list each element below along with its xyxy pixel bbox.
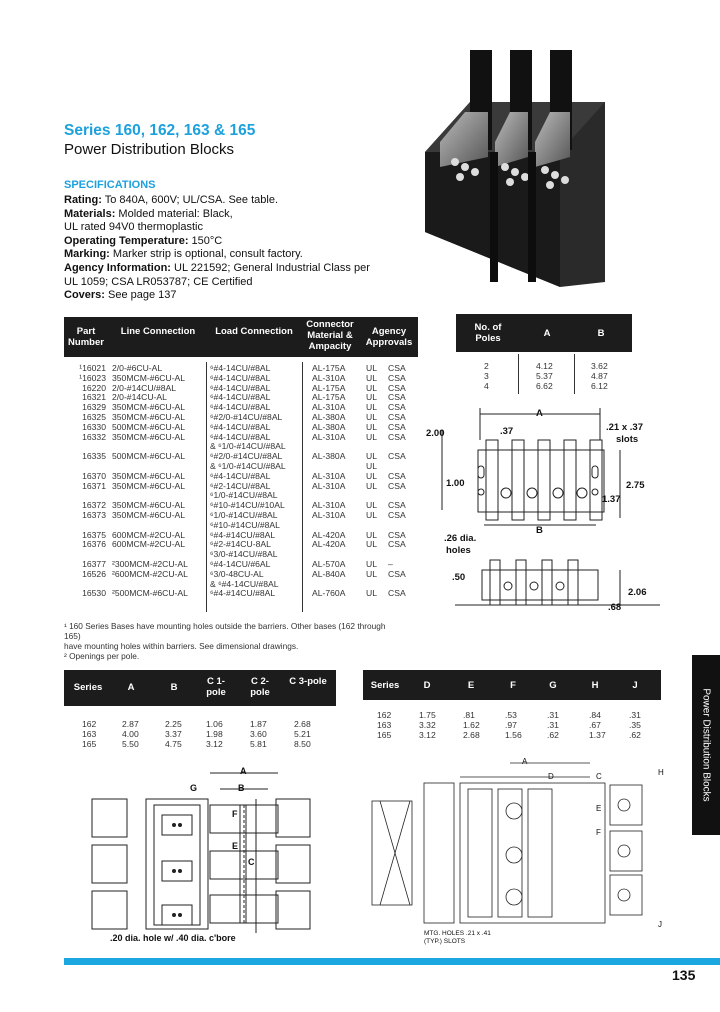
table-cell: 162 [82, 719, 97, 729]
dim-label-slots2: slots [616, 434, 639, 445]
header-load-connection: Load Connection [215, 326, 293, 337]
table-cell: AL-380A [312, 421, 346, 432]
table-cell: ⁶#2/0-#14CU/#8AL [210, 451, 283, 462]
table-cell: .31 [629, 710, 641, 720]
table-cell: 1.37 [589, 729, 606, 740]
table-cell: .35 [629, 719, 641, 730]
table-cell: 16377 [82, 558, 106, 569]
table-cell: 5.21 [294, 728, 311, 739]
header-c-3-pole: C 3-pole [289, 676, 327, 687]
note-line: have mounting holes within barriers. See dimensional drawings. [64, 641, 299, 651]
table-cell: ⁶3/0-48CU-AL [210, 568, 264, 579]
header-b: B [597, 328, 605, 339]
table-cell: 2.68 [463, 729, 480, 740]
table-cell: ²300MCM-#2CU-AL [112, 558, 188, 569]
dim-label-d: D [548, 772, 554, 781]
table-cell: AL-175A [312, 392, 346, 403]
header-e: E [467, 680, 475, 691]
table-cell: 3.12 [206, 738, 223, 749]
table-cell: UL [366, 558, 377, 569]
table-cell: ⁶#2/0-#14CU/#8AL [210, 411, 283, 422]
page-subtitle: Power Distribution Blocks [64, 141, 235, 158]
table-cell: 16335 [82, 451, 106, 462]
table-cell: 350MCM-#6CU-AL [112, 509, 186, 520]
dim-label-137: 1.37 [602, 494, 621, 505]
table-cell: – [388, 558, 393, 569]
dim-label-275: 2.75 [626, 480, 645, 491]
header-connector-material: Connector Material & Ampacity [306, 319, 354, 352]
product-photo [410, 42, 610, 290]
table-cell: ⁶#4-14CU/#8AL [210, 421, 271, 432]
table-cell: .97 [505, 719, 517, 730]
table-cell: AL-175A [312, 382, 346, 393]
table-cell: CSA [388, 411, 406, 422]
table-cell: 2.25 [165, 719, 182, 729]
dim-label-100: 1.00 [446, 478, 465, 489]
table-cell: UL [366, 500, 377, 511]
table-cell: UL [366, 509, 377, 520]
table-cell: 4.00 [122, 728, 139, 739]
table-cell: 3.12 [419, 729, 436, 740]
table-cell: & ⁶1/0-#14CU/#8AL [210, 460, 286, 471]
header-line-connection: Line Connection [120, 326, 196, 337]
dim-label-68: .68 [608, 602, 622, 613]
dim-label-a: A [240, 766, 247, 776]
table-cell: AL-420A [312, 539, 346, 550]
table-cell: 162 [377, 710, 392, 720]
header-f: F [510, 680, 516, 691]
dim-label-f: F [596, 828, 601, 837]
table-cell: ⁶#4-14CU/#8AL [210, 363, 271, 373]
dim-label-j: J [658, 920, 662, 929]
table-cell: AL-570A [312, 558, 346, 569]
mtg-holes-note: MTG. HOLES .21 x .41 [424, 930, 491, 937]
column-ampacity [312, 364, 345, 599]
table-cell: 1.98 [206, 728, 223, 739]
table-cell: 350MCM-#6CU-AL [112, 402, 186, 413]
table-cell: ²600MCM-#2CU-AL [112, 568, 188, 579]
table-cell: 1.62 [463, 719, 480, 730]
table-cell: AL-420A [312, 529, 346, 540]
series-table-1-header [64, 670, 336, 706]
table-row [64, 740, 336, 750]
table-cell: CSA [388, 402, 406, 413]
table-cell: UL [366, 431, 377, 442]
specifications-heading: SPECIFICATIONS [64, 179, 156, 191]
note-line: ¹ 160 Series Bases have mounting holes outside the barriers. Other bases (162 through 165) [64, 621, 386, 641]
table-cell: CSA [388, 529, 406, 540]
table-cell: 3.60 [250, 728, 267, 739]
table-cell: 16526 [82, 568, 106, 579]
table-cell: .84 [589, 710, 601, 720]
dimension-drawing-top [420, 400, 665, 625]
table-cell: ¹16021 [79, 363, 106, 373]
table-cell: .31 [547, 719, 559, 730]
header-agency-approvals: Agency Approvals [365, 326, 413, 348]
table-cell: 3.32 [419, 719, 436, 730]
table-cell: 350MCM-#6CU-AL [112, 470, 186, 481]
table-cell: .62 [547, 729, 559, 740]
table-cell: UL [366, 460, 377, 471]
table-cell: ⁶#4-14CU/#8AL [210, 402, 271, 413]
table-cell: AL-310A [312, 402, 346, 413]
table-cell: UL [366, 402, 377, 413]
table-cell: CSA [388, 451, 406, 462]
table-cell: UL [366, 539, 377, 550]
table-row: 4 6.62 6.12 [484, 380, 608, 391]
table-cell: 5.81 [250, 738, 267, 749]
table-cell: AL-310A [312, 372, 346, 383]
header-j: J [632, 680, 638, 691]
dimension-drawing-bottom-left [80, 765, 360, 945]
table-cell: .81 [463, 710, 475, 720]
table-cell: ⁶#4-14CU/#8AL [210, 431, 271, 442]
header-a: A [127, 682, 135, 693]
table-cell: 16220 [82, 382, 106, 393]
table-cell: CSA [388, 539, 406, 550]
table-cell: 2/0-#14CU-AL [112, 392, 167, 403]
dim-label-a: A [536, 408, 543, 419]
dim-label-206: 2.06 [628, 587, 647, 598]
dim-label-g: G [190, 783, 198, 793]
divider [206, 362, 207, 612]
header-no-of-poles: No. of Poles [474, 322, 502, 344]
table-cell: .67 [589, 719, 601, 730]
dim-label-37: .37 [500, 426, 514, 437]
main-table-header [64, 317, 418, 357]
header-part-number: Part Number [68, 326, 104, 348]
divider [302, 362, 303, 612]
table-cell: UL [366, 480, 377, 491]
table-cell: & ⁶1/0-#14CU/#8AL [210, 441, 286, 452]
table-cell: ⁶3/0-#14CU/#8AL [210, 549, 278, 560]
table-cell: UL [366, 382, 377, 393]
poles-table-body [456, 362, 632, 391]
table-cell: 5.50 [122, 738, 139, 749]
table-cell: CSA [388, 568, 406, 579]
table-cell: 500MCM-#6CU-AL [112, 421, 186, 432]
column-load-connection [210, 364, 286, 599]
table-cell: 16373 [82, 509, 106, 520]
table-cell: 350MCM-#6CU-AL [112, 431, 186, 442]
table-cell: CSA [388, 500, 406, 511]
table-cell: AL-310A [312, 470, 346, 481]
header-d: D [423, 680, 431, 691]
header-series: Series [73, 682, 103, 693]
table-cell: 16332 [82, 431, 106, 442]
table-cell: 2.87 [122, 719, 139, 729]
table-cell: CSA [388, 363, 406, 373]
table-cell: .53 [505, 710, 517, 720]
table-cell: 1.56 [505, 729, 522, 740]
slots-note: (TYP.) SLOTS [424, 938, 466, 945]
column-ul [366, 364, 377, 599]
dim-label-c: C [248, 857, 255, 867]
table-cell: CSA [388, 470, 406, 481]
column-line-connection [112, 364, 188, 599]
table-cell: ⁶#4-#14CU/#8AL [210, 529, 276, 540]
table-cell: 600MCM-#2CU-AL [112, 539, 186, 550]
table-cell: .31 [547, 710, 559, 720]
note-line: ² Openings per pole. [64, 651, 140, 661]
header-g: G [549, 680, 557, 691]
dim-label-holes2: holes [446, 545, 471, 556]
series-table-2-body [363, 711, 661, 740]
table-cell: 1.87 [250, 719, 267, 729]
table-cell: 1.06 [206, 719, 223, 729]
table-cell: ⁶#4-14CU/#8AL [210, 382, 271, 393]
table-cell: 2/0-#6CU-AL [112, 363, 163, 373]
table-cell: 350MCM-#6CU-AL [112, 372, 186, 383]
table-cell: UL [366, 451, 377, 462]
table-cell: 16330 [82, 421, 106, 432]
header-c-1-pole: C 1-pole [206, 676, 226, 698]
table-cell: 2/0-#14CU/#8AL [112, 382, 177, 393]
table-cell: 16329 [82, 402, 106, 413]
table-cell: AL-380A [312, 411, 346, 422]
section-tab-label: Power Distribution Blocks [700, 688, 712, 802]
table-row [363, 731, 661, 741]
table-cell: ⁶#2-14CU/#8AL [210, 480, 271, 491]
table-cell: 2.68 [294, 719, 311, 729]
table-cell: ²500MCM-#6CU-AL [112, 588, 188, 599]
table-cell: 600MCM-#2CU-AL [112, 529, 186, 540]
table-cell: 16371 [82, 480, 106, 491]
dim-label-b: B [536, 525, 543, 536]
table-cell: AL-175A [312, 363, 346, 373]
table-cell: AL-380A [312, 451, 346, 462]
footer-bar [64, 958, 720, 965]
table-cell: 4.75 [165, 738, 182, 749]
table-cell: CSA [388, 588, 406, 599]
dim-label-slots: .21 x .37 [606, 422, 643, 433]
table-cell: 163 [377, 719, 392, 730]
column-part-number [64, 364, 106, 599]
table-cell: CSA [388, 372, 406, 383]
table-cell: CSA [388, 392, 406, 403]
table-cell: UL [366, 588, 377, 599]
table-cell: ⁶#4-#14CU/#8AL [210, 588, 276, 599]
table-cell: 165 [82, 738, 97, 749]
table-cell: & ⁶#4-14CU/#8AL [210, 578, 279, 589]
table-cell: CSA [388, 382, 406, 393]
table-cell: AL-310A [312, 500, 346, 511]
table-row: 3 5.37 4.87 [484, 370, 608, 381]
table-cell: AL-760A [312, 588, 346, 599]
dim-label-50: .50 [452, 572, 466, 583]
column-csa [388, 364, 406, 599]
table-cell: ¹16023 [79, 372, 106, 383]
table-cell: ⁶1/0-#14CU/#8AL [210, 490, 278, 501]
table-cell: UL [366, 568, 377, 579]
table-cell: UL [366, 392, 377, 403]
dimension-drawing-bottom-right [360, 755, 680, 950]
table-cell: 1.75 [419, 710, 436, 720]
section-tab [692, 655, 720, 835]
table-cell: 16375 [82, 529, 106, 540]
table-cell: AL-310A [312, 480, 346, 491]
page-title: Series 160, 162, 163 & 165 [64, 122, 256, 139]
table-cell: 16376 [82, 539, 106, 550]
table-cell: 16372 [82, 500, 106, 511]
table-cell: ⁶#4-14CU/#8AL [210, 392, 271, 403]
dim-label-e: E [596, 804, 602, 813]
dim-label-c: C [596, 772, 602, 781]
table-cell: AL-310A [312, 509, 346, 520]
header-h: H [591, 680, 599, 691]
table-cell: ⁶#4-14CU/#6AL [210, 558, 271, 569]
table-cell: .62 [629, 729, 641, 740]
table-cell: 350MCM-#6CU-AL [112, 480, 186, 491]
table-cell: UL [366, 421, 377, 432]
table-row: 2 4.12 3.62 [484, 361, 608, 371]
table-cell: 16321 [82, 392, 106, 403]
dim-label-e: E [232, 841, 239, 851]
series-table-2-header [363, 670, 661, 700]
table-cell: 16325 [82, 411, 106, 422]
table-cell: 350MCM-#6CU-AL [112, 500, 186, 511]
table-cell: ⁶#2-#14CU-8AL [210, 539, 271, 550]
table-cell: 16530 [82, 588, 106, 599]
header-series: Series [370, 680, 400, 691]
table-cell: 163 [82, 728, 97, 739]
table-cell: ⁶#4-14CU/#8AL [210, 372, 271, 383]
table-cell: ⁶#10-#14CU/#8AL [210, 519, 280, 530]
table-notes [64, 621, 394, 661]
dim-label-h: H [658, 768, 664, 777]
table-cell: UL [366, 470, 377, 481]
dim-label-200: 2.00 [426, 428, 445, 439]
table-cell: UL [366, 363, 377, 373]
header-c-2-pole: C 2-pole [250, 676, 270, 698]
hole-note: .20 dia. hole w/ .40 dia. c'bore [110, 933, 236, 943]
table-cell: 165 [377, 729, 392, 740]
poles-table-header [456, 314, 632, 352]
table-cell: 16370 [82, 470, 106, 481]
table-cell: CSA [388, 431, 406, 442]
table-cell: ⁶1/0-#14CU/#8AL [210, 509, 278, 520]
specifications-list: Rating: To 840A, 600V; UL/CSA. See table. Materials: Molded material: Black, UL rated 94V0 thermoplastic Operating Temperature: 150°C Marking: Marker strip is optional, consult factory. Agency Information: UL 221592; General Industrial Class per UL 1059; CSA LR053787; CE Certified Covers: See page 137 [64, 194, 370, 302]
page-number: 135 [672, 967, 696, 983]
dim-label-a: A [522, 757, 528, 766]
table-cell: AL-310A [312, 431, 346, 442]
table-cell: UL [366, 372, 377, 383]
header-b: B [170, 682, 178, 693]
table-cell: CSA [388, 480, 406, 491]
dim-label-holes: .26 dia. [444, 533, 477, 544]
block-outline [478, 450, 604, 512]
table-cell: CSA [388, 509, 406, 520]
table-cell: 500MCM-#6CU-AL [112, 451, 186, 462]
table-cell: AL-840A [312, 568, 346, 579]
table-cell: CSA [388, 421, 406, 432]
table-cell: 8.50 [294, 738, 311, 749]
dim-label-f: F [232, 809, 238, 819]
series-table-1-body [64, 720, 336, 749]
table-cell: 3.37 [165, 728, 182, 739]
dim-label-b: B [238, 783, 245, 793]
table-cell: ⁶#4-14CU/#8AL [210, 470, 271, 481]
table-cell: UL [366, 529, 377, 540]
header-a: A [543, 328, 551, 339]
table-cell: UL [366, 411, 377, 422]
table-cell: 350MCM-#6CU-AL [112, 411, 186, 422]
table-cell: ⁶#10-#14CU/#10AL [210, 500, 285, 511]
